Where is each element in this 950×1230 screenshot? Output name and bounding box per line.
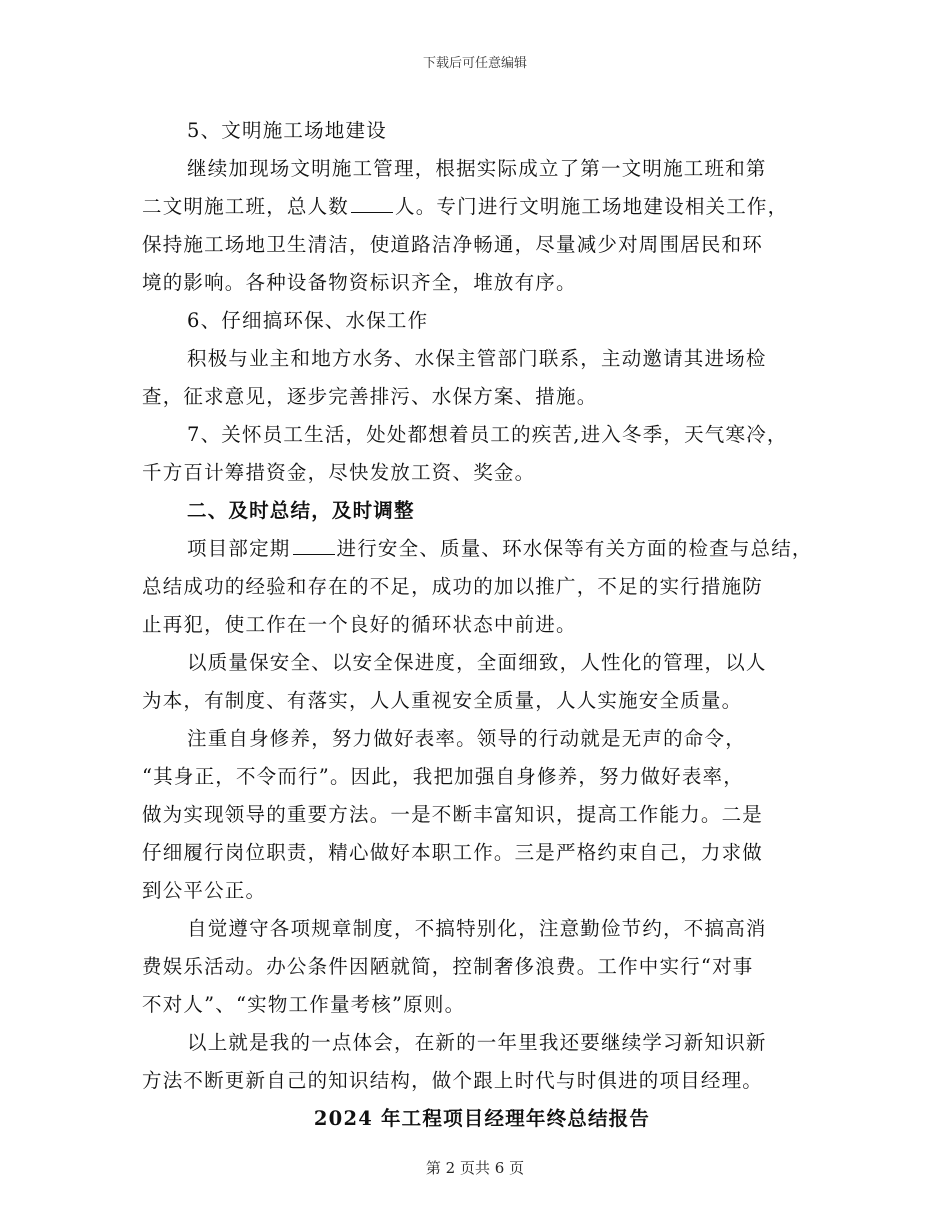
fill-in-blank	[351, 190, 393, 213]
paragraph-line: 以上就是我的一点体会，在新的一年里我还要继续学习新知识新	[187, 1031, 767, 1054]
subheading-6: 6、仔细搞环保、水保工作	[187, 309, 429, 332]
fill-in-blank	[293, 532, 335, 555]
paragraph-line: 积极与业主和地方水务、水保主管部门联系，主动邀请其进场检	[187, 347, 767, 370]
paragraph-line: 自觉遵守各项规章制度，不搞特别化，注意勤俭节约，不搞高消	[187, 917, 767, 940]
paragraph-line: 继续加现场文明施工管理，根据实际成立了第一文明施工班和第	[187, 157, 767, 180]
page-header: 下载后可任意编辑	[422, 56, 527, 71]
paragraph-line: “其身正，不令而行”。因此，我把加强自身修养，努力做好表率，	[142, 765, 744, 788]
paragraph-line: 以质量保安全、以安全保进度，全面细致，人性化的管理，以人	[187, 651, 767, 674]
paragraph-text: 二文明施工班，总人数	[142, 195, 350, 218]
paragraph-line: 境的影响。各种设备物资标识齐全，堆放有序。	[142, 271, 577, 294]
paragraph-line: 做为实现领导的重要方法。一是不断丰富知识，提高工作能力。二是	[142, 803, 764, 826]
paragraph-text: 项目部定期	[187, 537, 291, 560]
subheading-5: 5、文明施工场地建设	[187, 119, 387, 142]
paragraph-line: 千方百计筹措资金，尽快发放工资、奖金。	[142, 461, 536, 484]
paragraph-line: 为本，有制度、有落实，人人重视安全质量，人人实施安全质量。	[142, 689, 743, 712]
paragraph-line: 方法不断更新自己的知识结构，做个跟上时代与时俱进的项目经理。	[142, 1069, 764, 1092]
paragraph-line: 注重自身修养，努力做好表率。领导的行动就是无声的命令，	[187, 727, 746, 750]
paragraph-line: 总结成功的经验和存在的不足，成功的加以推广，不足的实行措施防	[142, 575, 764, 598]
document-title: 2024 年工程项目经理年终总结报告	[313, 1107, 651, 1130]
paragraph-line: 7、关怀员工生活，处处都想着员工的疾苦,进入冬季，天气寒冷，	[187, 423, 788, 446]
paragraph-line: 仔细履行岗位职责，精心做好本职工作。三是严格约束自己，力求做	[142, 841, 764, 864]
paragraph-text: 人。专门进行文明施工场地建设相关工作，	[395, 195, 789, 218]
page-number: 第 2 页共 6 页	[425, 1159, 525, 1177]
paragraph-line: 查，征求意见，逐步完善排污、水保方案、措施。	[142, 385, 598, 408]
section-heading: 二、及时总结，及时调整	[187, 499, 415, 522]
paragraph-line	[142, 530, 822, 568]
document-body	[142, 112, 822, 1138]
paragraph-line: 止再犯，使工作在一个良好的循环状态中前进。	[142, 613, 577, 636]
paragraph-line: 到公平公正。	[142, 879, 267, 902]
paragraph-line: 保持施工场地卫生清洁，使道路洁净畅通，尽量减少对周围居民和环	[142, 233, 764, 256]
paragraph-text: 进行安全、质量、环水保等有关方面的检查与总结，	[336, 537, 813, 560]
paragraph-line	[142, 188, 822, 226]
paragraph-line: 费娱乐活动。办公条件因陋就简，控制奢侈浪费。工作中实行“对事	[142, 955, 754, 978]
paragraph-line: 不对人”、“实物工作量考核”原则。	[142, 993, 466, 1016]
